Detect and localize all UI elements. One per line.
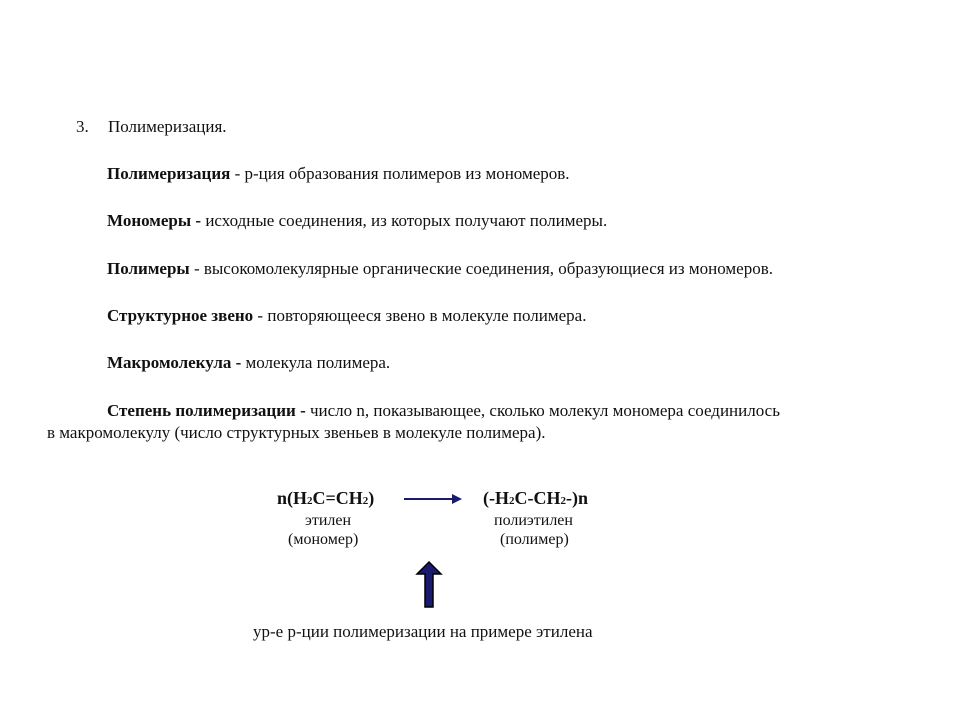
- product-subscript: 2: [509, 495, 515, 507]
- product-prefix: (-H: [483, 488, 509, 508]
- definition-term: Полимеризация: [107, 164, 231, 183]
- definition-term: Мономеры: [107, 211, 192, 230]
- definition-separator: -: [253, 306, 268, 325]
- definition-macromolecule: [107, 353, 390, 373]
- definition-text: число n, показывающее, сколько молекул мономера соединилось: [309, 401, 780, 420]
- product-middle: C-CH: [514, 488, 561, 508]
- definition-text: исходные соединения, из которых получают полимеры.: [205, 211, 608, 230]
- definition-monomers: [107, 211, 607, 231]
- definition-polymers: [107, 259, 773, 279]
- equation-product: [483, 488, 588, 509]
- product-suffix: -)n: [566, 488, 588, 508]
- reactant-subscript: 2: [307, 495, 313, 507]
- definition-text: повторяющееся звено в молекуле полимера.: [267, 306, 587, 325]
- definition-separator: -: [189, 259, 204, 278]
- definition-term: Степень полимеризации -: [107, 401, 306, 420]
- product-subscript: 2: [560, 495, 566, 507]
- product-name: полиэтилен: [494, 512, 573, 529]
- heading-number: 3.: [76, 117, 89, 136]
- definition-separator: -: [191, 211, 206, 230]
- reaction-arrow-icon: [404, 491, 462, 507]
- definition-continuation: в макромолекулу (число структурных звеньев в молекуле полимера).: [47, 423, 546, 442]
- definition-structural-unit: [107, 306, 586, 326]
- definition-text: молекула полимера.: [245, 353, 391, 372]
- reactant-suffix: ): [368, 488, 375, 508]
- reactant-subscript: 2: [362, 495, 369, 507]
- reactant-name: этилен: [305, 512, 352, 529]
- definition-polymerization: [107, 164, 570, 184]
- heading-title: Полимеризация.: [108, 117, 227, 136]
- reactant-middle: C=CH: [312, 488, 363, 508]
- definition-text: высокомолекулярные органические соединения, образующиеся из мономеров.: [203, 259, 773, 278]
- equation-caption: ур-е р-ции полимеризации на примере этилена: [253, 622, 593, 641]
- definition-degree-of-polymerization: [107, 401, 780, 421]
- reactant-prefix: n(H: [277, 488, 308, 508]
- product-role: (полимер): [500, 531, 569, 548]
- definition-term: Макромолекула -: [107, 353, 242, 372]
- definition-term: Полимеры: [107, 259, 190, 278]
- up-arrow-icon: [414, 560, 444, 610]
- equation-reactant: [277, 488, 374, 509]
- reactant-role: (мономер): [288, 531, 359, 548]
- definition-text: р-ция образования полимеров из мономеров.: [244, 164, 570, 183]
- definition-term: Структурное звено: [107, 306, 254, 325]
- definition-separator: -: [230, 164, 245, 183]
